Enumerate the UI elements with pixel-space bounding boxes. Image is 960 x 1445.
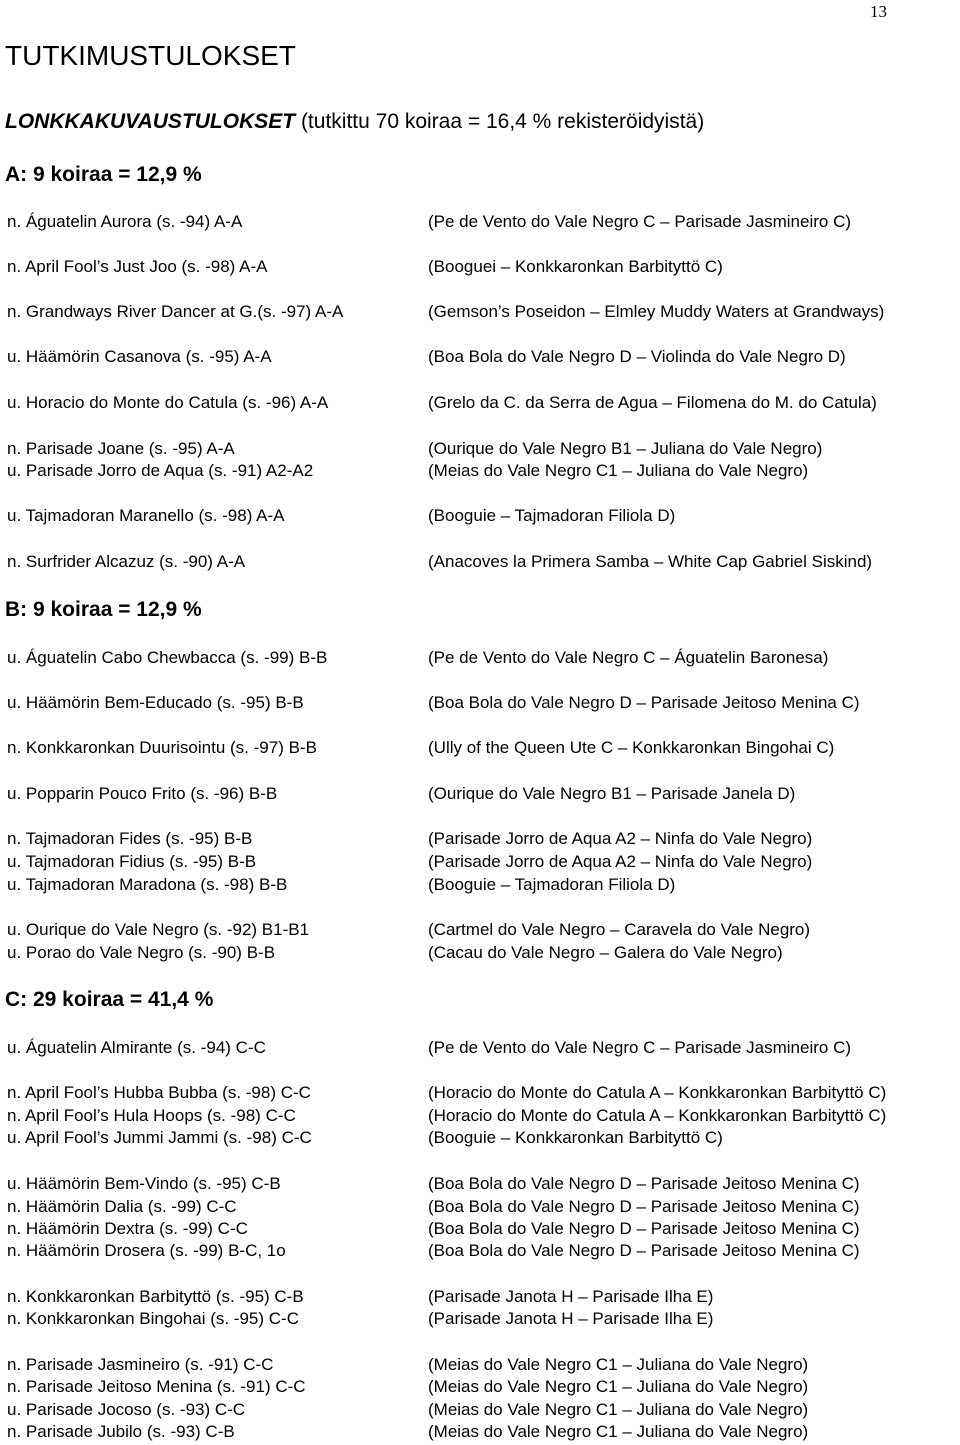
dog-parents: (Cacau do Vale Negro – Galera do Vale Negro) <box>428 943 783 962</box>
dog-row <box>0 1106 960 1129</box>
dog-row <box>0 648 960 671</box>
dog-row <box>0 1219 960 1242</box>
dog-name: n. Häämörin Dalia (s. -99) C-C <box>7 1197 237 1216</box>
dog-row <box>0 1197 960 1220</box>
dog-row <box>0 302 960 325</box>
dog-parents: (Horacio do Monte do Catula A – Konkkaronkan Barbityttö C) <box>428 1083 887 1102</box>
dog-parents: (Booguie – Konkkaronkan Barbityttö C) <box>428 1128 723 1147</box>
dog-name: n. Parisade Joane (s. -95) A-A <box>7 439 235 458</box>
dog-parents: (Boa Bola do Vale Negro D – Parisade Jeitoso Menina C) <box>428 1241 860 1260</box>
subtitle-emphasis: LONKKAKUVAUSTULOKSET <box>5 110 296 133</box>
dog-row <box>0 1128 960 1151</box>
dog-row <box>0 1377 960 1400</box>
dog-row <box>0 875 960 898</box>
dog-row <box>0 852 960 875</box>
dog-row <box>0 1309 960 1332</box>
dog-row <box>0 393 960 416</box>
dog-parents: (Meias do Vale Negro C1 – Juliana do Vale Negro) <box>428 1400 809 1419</box>
dog-name: n. April Fool’s Just Joo (s. -98) A-A <box>7 257 268 276</box>
dog-parents: (Meias do Vale Negro C1 – Juliana do Vale Negro) <box>428 1355 809 1374</box>
dog-row <box>0 784 960 807</box>
dog-row <box>0 461 960 484</box>
dog-name: n. Konkkaronkan Duurisointu (s. -97) B-B <box>7 738 317 757</box>
dog-name: u. Tajmadoran Maradona (s. -98) B-B <box>7 875 288 894</box>
dog-row <box>0 693 960 716</box>
dog-parents: (Booguie – Tajmadoran Filiola D) <box>428 506 676 525</box>
dog-name: u. Horacio do Monte do Catula (s. -96) A-A <box>7 393 329 412</box>
dog-name: n. Häämörin Drosera (s. -99) B-C, 1o <box>7 1241 286 1260</box>
section-heading-a: A: 9 koiraa = 12,9 % <box>5 163 202 186</box>
dog-row <box>0 1038 960 1061</box>
dog-name: n. Tajmadoran Fides (s. -95) B-B <box>7 829 253 848</box>
dog-name: u. Popparin Pouco Frito (s. -96) B-B <box>7 784 278 803</box>
dog-name: u. Parisade Jocoso (s. -93) C-C <box>7 1400 246 1419</box>
dog-parents: (Boa Bola do Vale Negro D – Violinda do Vale Negro D) <box>428 347 846 366</box>
dog-parents: (Pe de Vento do Vale Negro C – Parisade Jasmineiro C) <box>428 1038 852 1057</box>
dog-row <box>0 1422 960 1445</box>
subtitle <box>5 110 704 134</box>
dog-parents: (Boa Bola do Vale Negro D – Parisade Jeitoso Menina C) <box>428 693 860 712</box>
dog-parents: (Anacoves la Primera Samba – White Cap Gabriel Siskind) <box>428 552 873 571</box>
dog-row <box>0 1287 960 1310</box>
dog-parents: (Grelo da C. da Serra de Agua – Filomena do M. do Catula) <box>428 393 877 412</box>
dog-parents: (Horacio do Monte do Catula A – Konkkaronkan Barbityttö C) <box>428 1106 887 1125</box>
dog-parents: (Pe de Vento do Vale Negro C – Parisade Jasmineiro C) <box>428 212 852 231</box>
dog-parents: (Parisade Jorro de Aqua A2 – Ninfa do Vale Negro) <box>428 829 813 848</box>
section-heading-c: C: 29 koiraa = 41,4 % <box>5 988 214 1011</box>
dog-row <box>0 1400 960 1423</box>
dog-parents: (Boa Bola do Vale Negro D – Parisade Jeitoso Menina C) <box>428 1174 860 1193</box>
dog-name: n. Grandways River Dancer at G.(s. -97) A-A <box>7 302 344 321</box>
dog-name: n. Parisade Jubilo (s. -93) C-B <box>7 1422 235 1441</box>
dog-parents: (Parisade Janota H – Parisade Ilha E) <box>428 1309 714 1328</box>
dog-parents: (Ourique do Vale Negro B1 – Parisade Janela D) <box>428 784 796 803</box>
dog-parents: (Ully of the Queen Ute C – Konkkaronkan Bingohai C) <box>428 738 835 757</box>
page-title: TUTKIMUSTULOKSET <box>5 40 296 71</box>
dog-name: u. Häämörin Casanova (s. -95) A-A <box>7 347 272 366</box>
dog-name: u. Águatelin Cabo Chewbacca (s. -99) B-B <box>7 648 328 667</box>
dog-row <box>0 1174 960 1197</box>
dog-parents: (Cartmel do Vale Negro – Caravela do Vale Negro) <box>428 920 811 939</box>
dog-row <box>0 212 960 235</box>
dog-row <box>0 257 960 280</box>
dog-name: n. Parisade Jasmineiro (s. -91) C-C <box>7 1355 274 1374</box>
dog-row <box>0 1083 960 1106</box>
subtitle-rest: (tutkittu 70 koiraa = 16,4 % rekisteröidyistä) <box>295 110 705 133</box>
page-number: 13 <box>870 2 887 21</box>
dog-name: u. Águatelin Almirante (s. -94) C-C <box>7 1038 266 1057</box>
dog-parents: (Ourique do Vale Negro B1 – Juliana do Vale Negro) <box>428 439 823 458</box>
dog-row <box>0 347 960 370</box>
dog-row <box>0 439 960 462</box>
dog-name: u. Ourique do Vale Negro (s. -92) B1-B1 <box>7 920 310 939</box>
dog-parents: (Meias do Vale Negro C1 – Juliana do Vale Negro) <box>428 461 809 480</box>
dog-name: n. Águatelin Aurora (s. -94) A-A <box>7 212 243 231</box>
dog-parents: (Booguei – Konkkaronkan Barbityttö C) <box>428 257 723 276</box>
dog-parents: (Booguie – Tajmadoran Filiola D) <box>428 875 676 894</box>
dog-parents: (Parisade Janota H – Parisade Ilha E) <box>428 1287 714 1306</box>
dog-row <box>0 1355 960 1378</box>
dog-name: u. Häämörin Bem-Educado (s. -95) B-B <box>7 693 304 712</box>
dog-parents: (Meias do Vale Negro C1 – Juliana do Vale Negro) <box>428 1422 809 1441</box>
dog-name: u. Porao do Vale Negro (s. -90) B-B <box>7 943 276 962</box>
dog-name: u. Parisade Jorro de Aqua (s. -91) A2-A2 <box>7 461 314 480</box>
dog-name: n. April Fool’s Hula Hoops (s. -98) C-C <box>7 1106 296 1125</box>
dog-name: n. Surfrider Alcazuz (s. -90) A-A <box>7 552 246 571</box>
dog-name: n. April Fool’s Hubba Bubba (s. -98) C-C <box>7 1083 311 1102</box>
dog-row <box>0 506 960 529</box>
section-heading-b: B: 9 koiraa = 12,9 % <box>5 598 202 621</box>
dog-parents: (Meias do Vale Negro C1 – Juliana do Vale Negro) <box>428 1377 809 1396</box>
dog-name: u. Tajmadoran Fidius (s. -95) B-B <box>7 852 257 871</box>
dog-name: n. Häämörin Dextra (s. -99) C-C <box>7 1219 248 1238</box>
dog-row <box>0 829 960 852</box>
dog-parents: (Boa Bola do Vale Negro D – Parisade Jeitoso Menina C) <box>428 1197 860 1216</box>
dog-name: n. Konkkaronkan Bingohai (s. -95) C-C <box>7 1309 299 1328</box>
dog-parents: (Boa Bola do Vale Negro D – Parisade Jeitoso Menina C) <box>428 1219 860 1238</box>
dog-row <box>0 943 960 966</box>
dog-name: n. Parisade Jeitoso Menina (s. -91) C-C <box>7 1377 306 1396</box>
dog-parents: (Parisade Jorro de Aqua A2 – Ninfa do Vale Negro) <box>428 852 813 871</box>
dog-row <box>0 920 960 943</box>
dog-row <box>0 552 960 575</box>
dog-parents: (Pe de Vento do Vale Negro C – Águatelin Baronesa) <box>428 648 829 667</box>
dog-row <box>0 738 960 761</box>
dog-name: n. Konkkaronkan Barbityttö (s. -95) C-B <box>7 1287 304 1306</box>
dog-row <box>0 1241 960 1264</box>
dog-parents: (Gemson’s Poseidon – Elmley Muddy Waters at Grandways) <box>428 302 885 321</box>
dog-name: u. Tajmadoran Maranello (s. -98) A-A <box>7 506 285 525</box>
dog-name: u. Häämörin Bem-Vindo (s. -95) C-B <box>7 1174 281 1193</box>
dog-name: u. April Fool’s Jummi Jammi (s. -98) C-C <box>7 1128 312 1147</box>
